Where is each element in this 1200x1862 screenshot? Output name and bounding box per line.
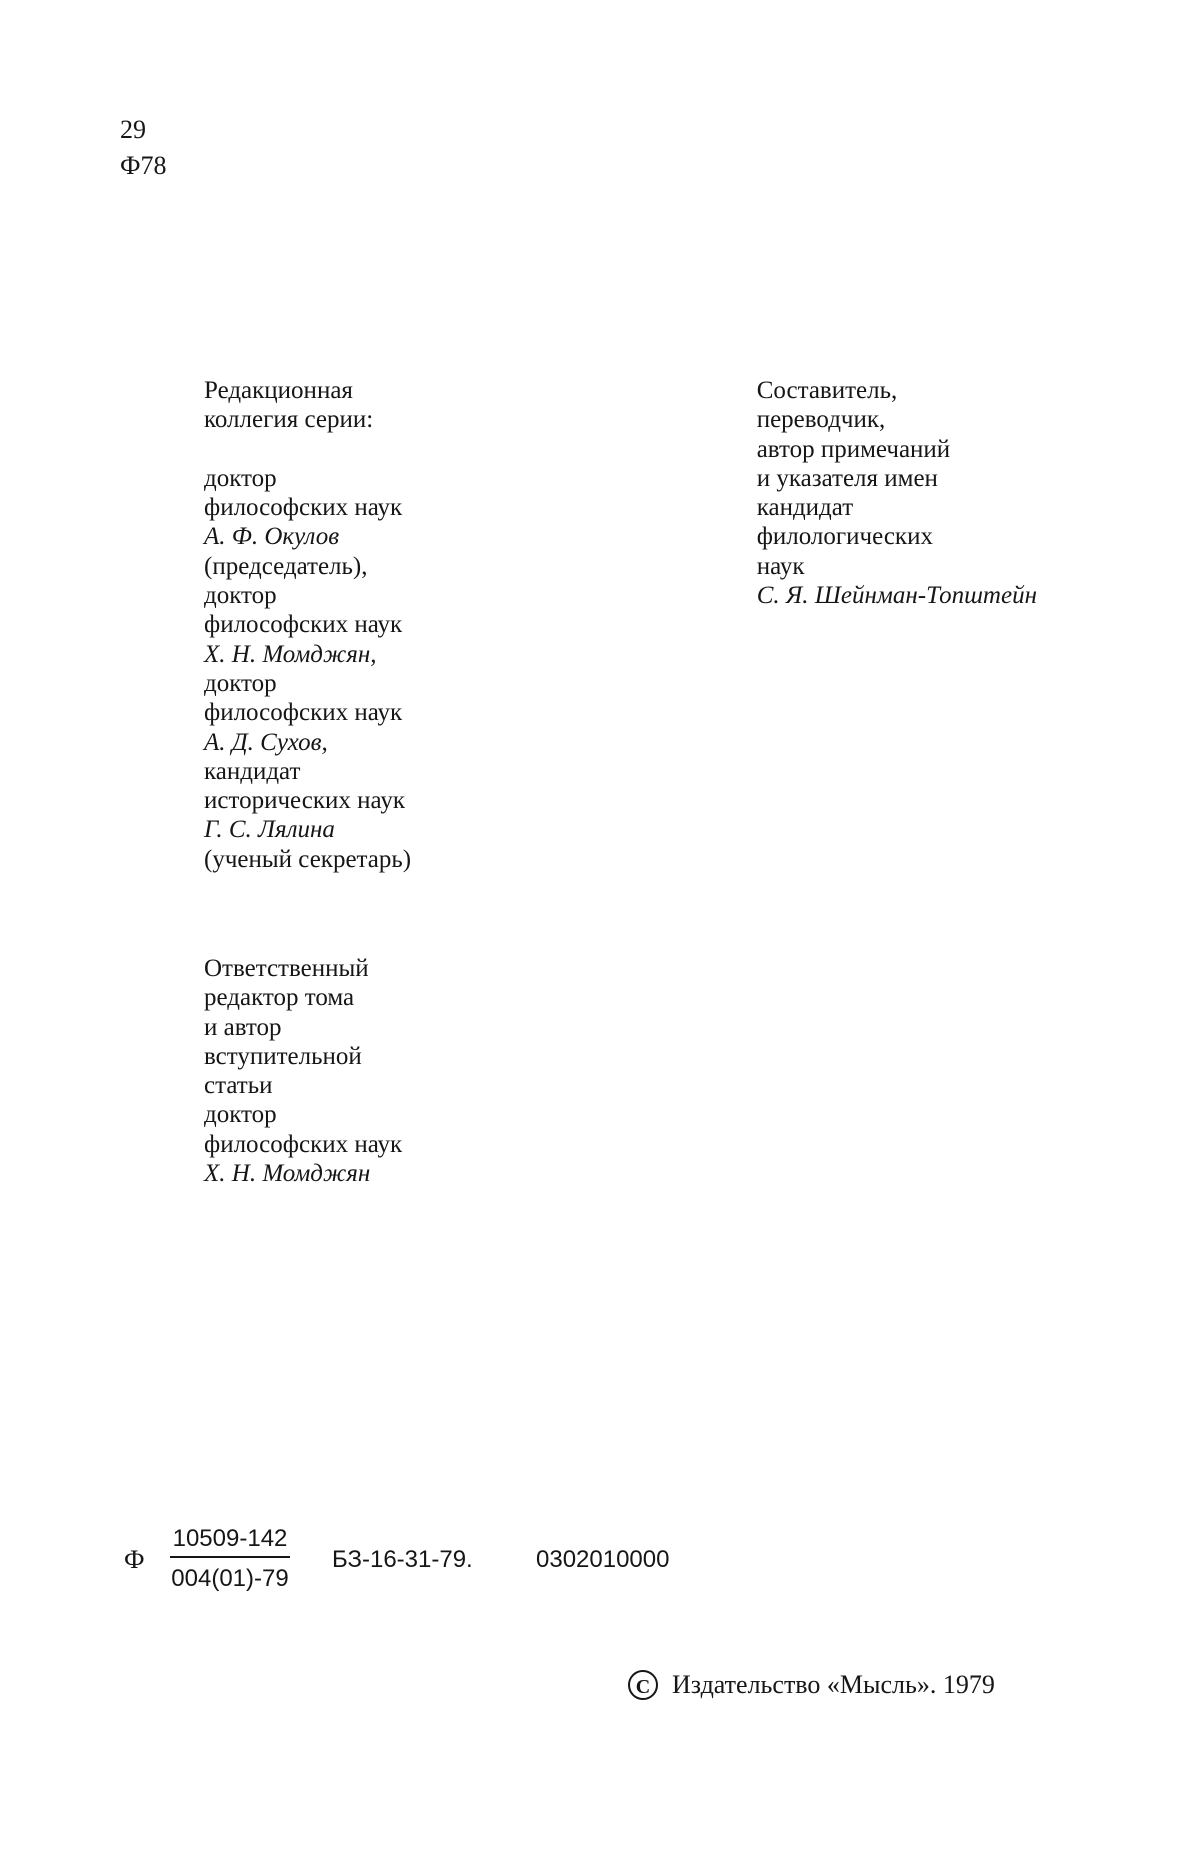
board-line: (ученый секретарь) (204, 845, 412, 873)
classification-mark (120, 112, 167, 184)
editor-line: вступительной (204, 1042, 362, 1070)
board-line: (председатель), (204, 552, 368, 580)
catalog-bz-number: БЗ-16-31-79. (332, 1546, 473, 1573)
compiler-line: кандидат (756, 494, 854, 522)
editor-line: статьи (204, 1072, 273, 1100)
board-line (204, 435, 411, 464)
compiler-line: наук (756, 552, 805, 580)
board-line: доктор (204, 464, 277, 492)
udc-index: 29 (120, 115, 146, 144)
compiler-line: и указателя имен (756, 464, 938, 492)
editor-line: доктор (204, 1101, 277, 1129)
compiler-line: переводчик, (756, 406, 886, 434)
editorial-board-block (204, 376, 411, 874)
catalog-serial: 0302010000 (536, 1546, 670, 1573)
bbk-index: Ф78 (120, 151, 167, 180)
editor-line: Х. Н. Момджян (204, 1160, 371, 1188)
board-line: А. Ф. Окулов (204, 523, 340, 551)
editor-line: Ответственный (204, 955, 369, 982)
editor-line: философских наук (204, 1130, 403, 1158)
compiler-credentials (757, 376, 1039, 581)
catalog-prefix: Ф (124, 1545, 145, 1574)
compiler-line: Составитель, (756, 377, 898, 404)
compiler-line: филологических (756, 523, 933, 551)
editor-line: и автор (204, 1013, 282, 1041)
compiler-block (757, 376, 1039, 610)
board-line: философских наук (204, 699, 403, 727)
compiler-line: автор примечаний (756, 435, 951, 463)
board-line: Редакционная (204, 377, 353, 404)
board-line: доктор (204, 669, 277, 697)
copyright-text: Издательство «Мысль». 1979 (672, 1670, 995, 1699)
board-line: Г. С. Лялина (204, 816, 335, 844)
copyright-icon: C (628, 1670, 658, 1700)
board-line: кандидат (204, 757, 301, 785)
catalog-fraction (170, 1524, 290, 1594)
board-line: Х. Н. Момджян, (204, 640, 377, 668)
catalog-denominator: 004(01)-79 (171, 1565, 289, 1592)
catalog-numerator: 10509-142 (172, 1525, 288, 1552)
board-line: коллегия серии: (204, 406, 374, 434)
board-line: А. Д. Сухов, (204, 728, 328, 756)
board-line: философских наук (204, 611, 403, 639)
editor-line: редактор тома (204, 984, 355, 1012)
copyright-line (628, 1670, 995, 1700)
fraction-bar (170, 1556, 290, 1558)
compiler-name: С. Я. Шейнман-Топштейн (756, 582, 1037, 610)
responsible-editor-block (204, 954, 402, 1188)
board-line: философских наук (204, 494, 403, 522)
catalog-code (124, 1524, 824, 1604)
board-line: доктор (204, 582, 277, 610)
board-line: исторических наук (204, 787, 405, 815)
